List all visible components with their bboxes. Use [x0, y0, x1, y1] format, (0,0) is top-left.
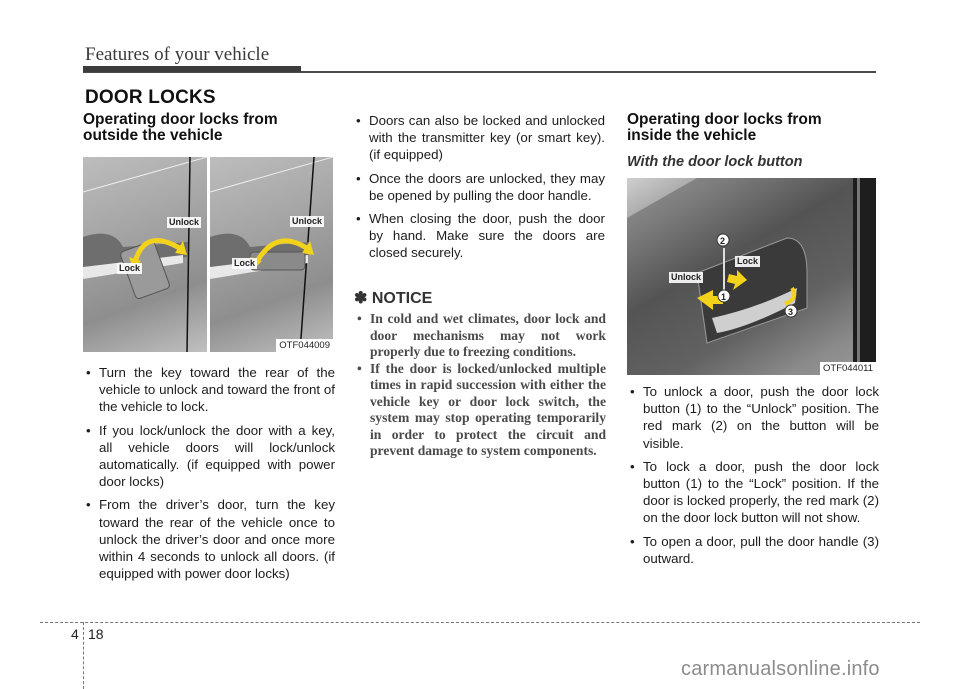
- bullet-item: • Once the doors are unlocked, they may be opened by pulling the door handle.: [353, 170, 605, 204]
- notice-item: • In cold and wet climates, door lock and door mechanisms may not work properly due to freezing conditions.: [354, 311, 606, 361]
- callout-2: 2: [720, 236, 726, 246]
- inside-heading-line2: inside the vehicle: [627, 127, 757, 144]
- unlock-label: Unlock: [292, 216, 323, 226]
- notice-title: NOTICE: [371, 290, 433, 307]
- notice-asterisk-icon: ✽: [354, 290, 368, 307]
- outside-heading-line2: outside the vehicle: [83, 127, 223, 144]
- watermark: carmanualsonline.info: [681, 658, 880, 680]
- outside-heading: [83, 112, 335, 144]
- door-key-illustration: [83, 157, 207, 352]
- unlock-label: Unlock: [671, 272, 702, 282]
- lock-label: Lock: [737, 256, 759, 266]
- figure-key-lock-left: [83, 157, 207, 352]
- unlock-label: Unlock: [169, 217, 200, 227]
- figure-code: OTF044011: [820, 362, 876, 375]
- inside-heading: [627, 112, 879, 170]
- outside-bullets: [83, 364, 335, 588]
- notice-item: • If the door is locked/unlocked multiple times in rapid succession with either the vehicle key or door lock switch, the system may stop operating temporarily in order to protect the circuit and prevent damage to system components.: [354, 361, 606, 460]
- inside-heading-line1: Operating door locks from: [627, 111, 822, 128]
- bullet-item: • To open a door, pull the door handle (3) outward.: [627, 533, 879, 567]
- middle-bullets: [353, 112, 605, 268]
- bullet-item: • Turn the key toward the rear of the vehicle to unlock and toward the front of the vehicle to lock.: [83, 364, 335, 416]
- inside-bullets: [627, 383, 879, 573]
- figure-key-lock-right: [210, 157, 333, 352]
- page-number: 18: [88, 626, 104, 642]
- bullet-item: • From the driver’s door, turn the key toward the rear of the vehicle once to unlock the driver’s door and once more within 4 seconds to unlock all doors. (if equipped with power door locks): [83, 496, 335, 582]
- bullet-item: • To unlock a door, push the door lock button (1) to the “Unlock” position. The red mark (2) on the button will be visible.: [627, 383, 879, 452]
- callout-3: 3: [788, 307, 794, 317]
- footer-rule: [40, 622, 920, 623]
- footer-divider: [83, 622, 84, 689]
- inside-subheading: With the door lock button: [627, 154, 803, 170]
- section-header: Features of your vehicle: [85, 44, 270, 65]
- notice-box: [354, 288, 606, 460]
- callout-1: 1: [721, 292, 727, 302]
- lock-label: Lock: [234, 258, 256, 268]
- section-number: 4: [71, 626, 79, 642]
- figure-interior-door-lock: [627, 178, 876, 375]
- lock-label: Lock: [119, 263, 141, 273]
- notice-heading: [354, 288, 606, 308]
- figure-code: OTF044009: [276, 339, 333, 352]
- header-rule-accent: [83, 66, 301, 72]
- bullet-item: • To lock a door, push the door lock button (1) to the “Lock” position. If the door is locked properly, the red mark (2) on the door lock button will not show.: [627, 458, 879, 527]
- door-key-illustration: [210, 157, 333, 352]
- bullet-item: • Doors can also be locked and unlocked with the transmitter key (or smart key). (if equipped): [353, 112, 605, 164]
- bullet-item: • When closing the door, push the door by hand. Make sure the doors are closed securely.: [353, 210, 605, 262]
- page-title: DOOR LOCKS: [85, 87, 216, 108]
- bullet-item: • If you lock/unlock the door with a key, all vehicle doors will lock/unlock automatically. (if equipped with power door locks): [83, 422, 335, 491]
- interior-door-illustration: [627, 178, 876, 375]
- outside-heading-line1: Operating door locks from: [83, 111, 278, 128]
